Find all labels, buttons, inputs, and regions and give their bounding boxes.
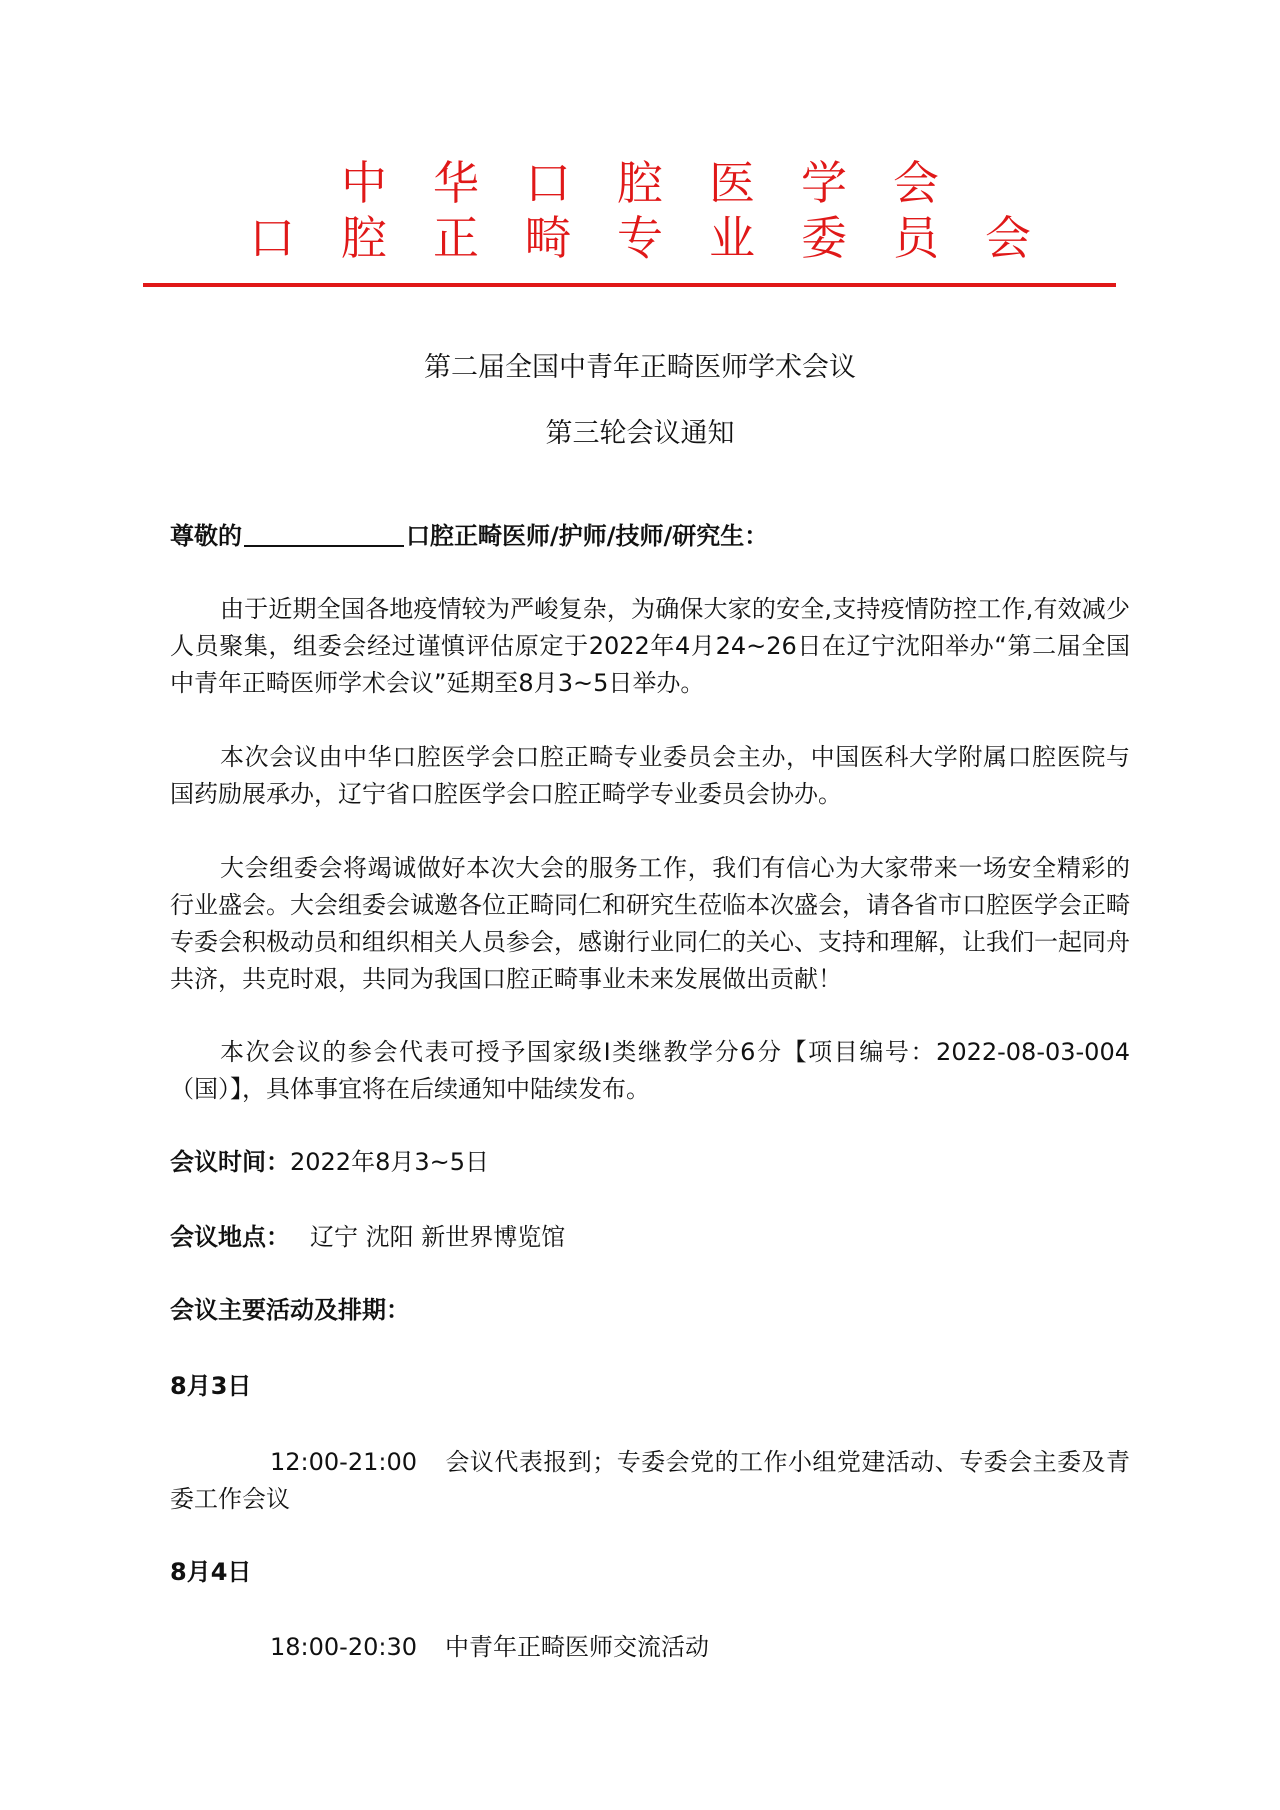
meeting-time-value: 2022年8月3~5日	[290, 1148, 489, 1176]
schedule-activity: 中青年正畸医师交流活动	[445, 1633, 709, 1661]
schedule-time: 18:00-20:30	[270, 1633, 417, 1661]
meeting-time	[170, 1144, 1130, 1181]
document-title: 第二届全国中青年正畸医师学术会议	[424, 352, 856, 383]
header-org-name: 中 华 口 腔 医 学 会	[341, 156, 939, 210]
meeting-place-value: 辽宁 沈阳 新世界博览馆	[310, 1223, 566, 1251]
schedule-time: 12:00-21:00	[270, 1448, 417, 1476]
name-blank	[244, 519, 404, 547]
salutation	[170, 518, 1130, 555]
salutation-suffix: 口腔正畸医师/护师/技师/研究生：	[406, 522, 769, 550]
schedule-heading: 会议主要活动及排期：	[170, 1296, 410, 1324]
document-subtitle: 第三轮会议通知	[545, 418, 735, 449]
schedule-item	[170, 1629, 1130, 1666]
schedule-activity: 会议代表报到；专委会党的工作小组党建活动、专委会主委及青委工作会议	[170, 1448, 1130, 1513]
paragraph-postponement: 由于近期全国各地疫情较为严峻复杂，为确保大家的安全,支持疫情防控工作,有效减少人员聚集，组委会经过谨慎评估原定于2022年4月24~26日在辽宁沈阳举办“第二届全国中青年正畸医师学术会议”延期至8月3~5日举办。	[170, 595, 1130, 697]
meeting-time-label: 会议时间：	[170, 1148, 290, 1176]
meeting-place-label: 会议地点：	[170, 1223, 290, 1251]
schedule-item	[170, 1444, 1130, 1518]
paragraph-invitation: 大会组委会将竭诚做好本次大会的服务工作，我们有信心为大家带来一场安全精彩的行业盛会。大会组委会诚邀各位正畸同仁和研究生莅临本次盛会，请各省市口腔医学会正畸专委会积极动员和组织相关人员参会，感谢行业同仁的关心、支持和理解，让我们一起同舟共济，共克时艰，共同为我国口腔正畸事业未来发展做出贡献！	[170, 854, 1130, 993]
paragraph-organizers: 本次会议由中华口腔医学会口腔正畸专业委员会主办，中国医科大学附属口腔医院与国药励展承办，辽宁省口腔医学会口腔正畸学专业委员会协办。	[170, 743, 1130, 808]
paragraph-credits: 本次会议的参会代表可授予国家级I类继教学分6分【项目编号：2022-08-03-004（国）】，具体事宜将在后续通知中陆续发布。	[170, 1038, 1130, 1103]
salutation-prefix: 尊敬的	[170, 522, 242, 550]
header-committee-name: 口 腔 正 畸 专 业 委 员 会	[249, 211, 1031, 265]
schedule-day: 8月4日	[170, 1558, 252, 1586]
schedule-day: 8月3日	[170, 1372, 252, 1400]
header-divider	[143, 283, 1116, 287]
meeting-place	[170, 1219, 1130, 1256]
